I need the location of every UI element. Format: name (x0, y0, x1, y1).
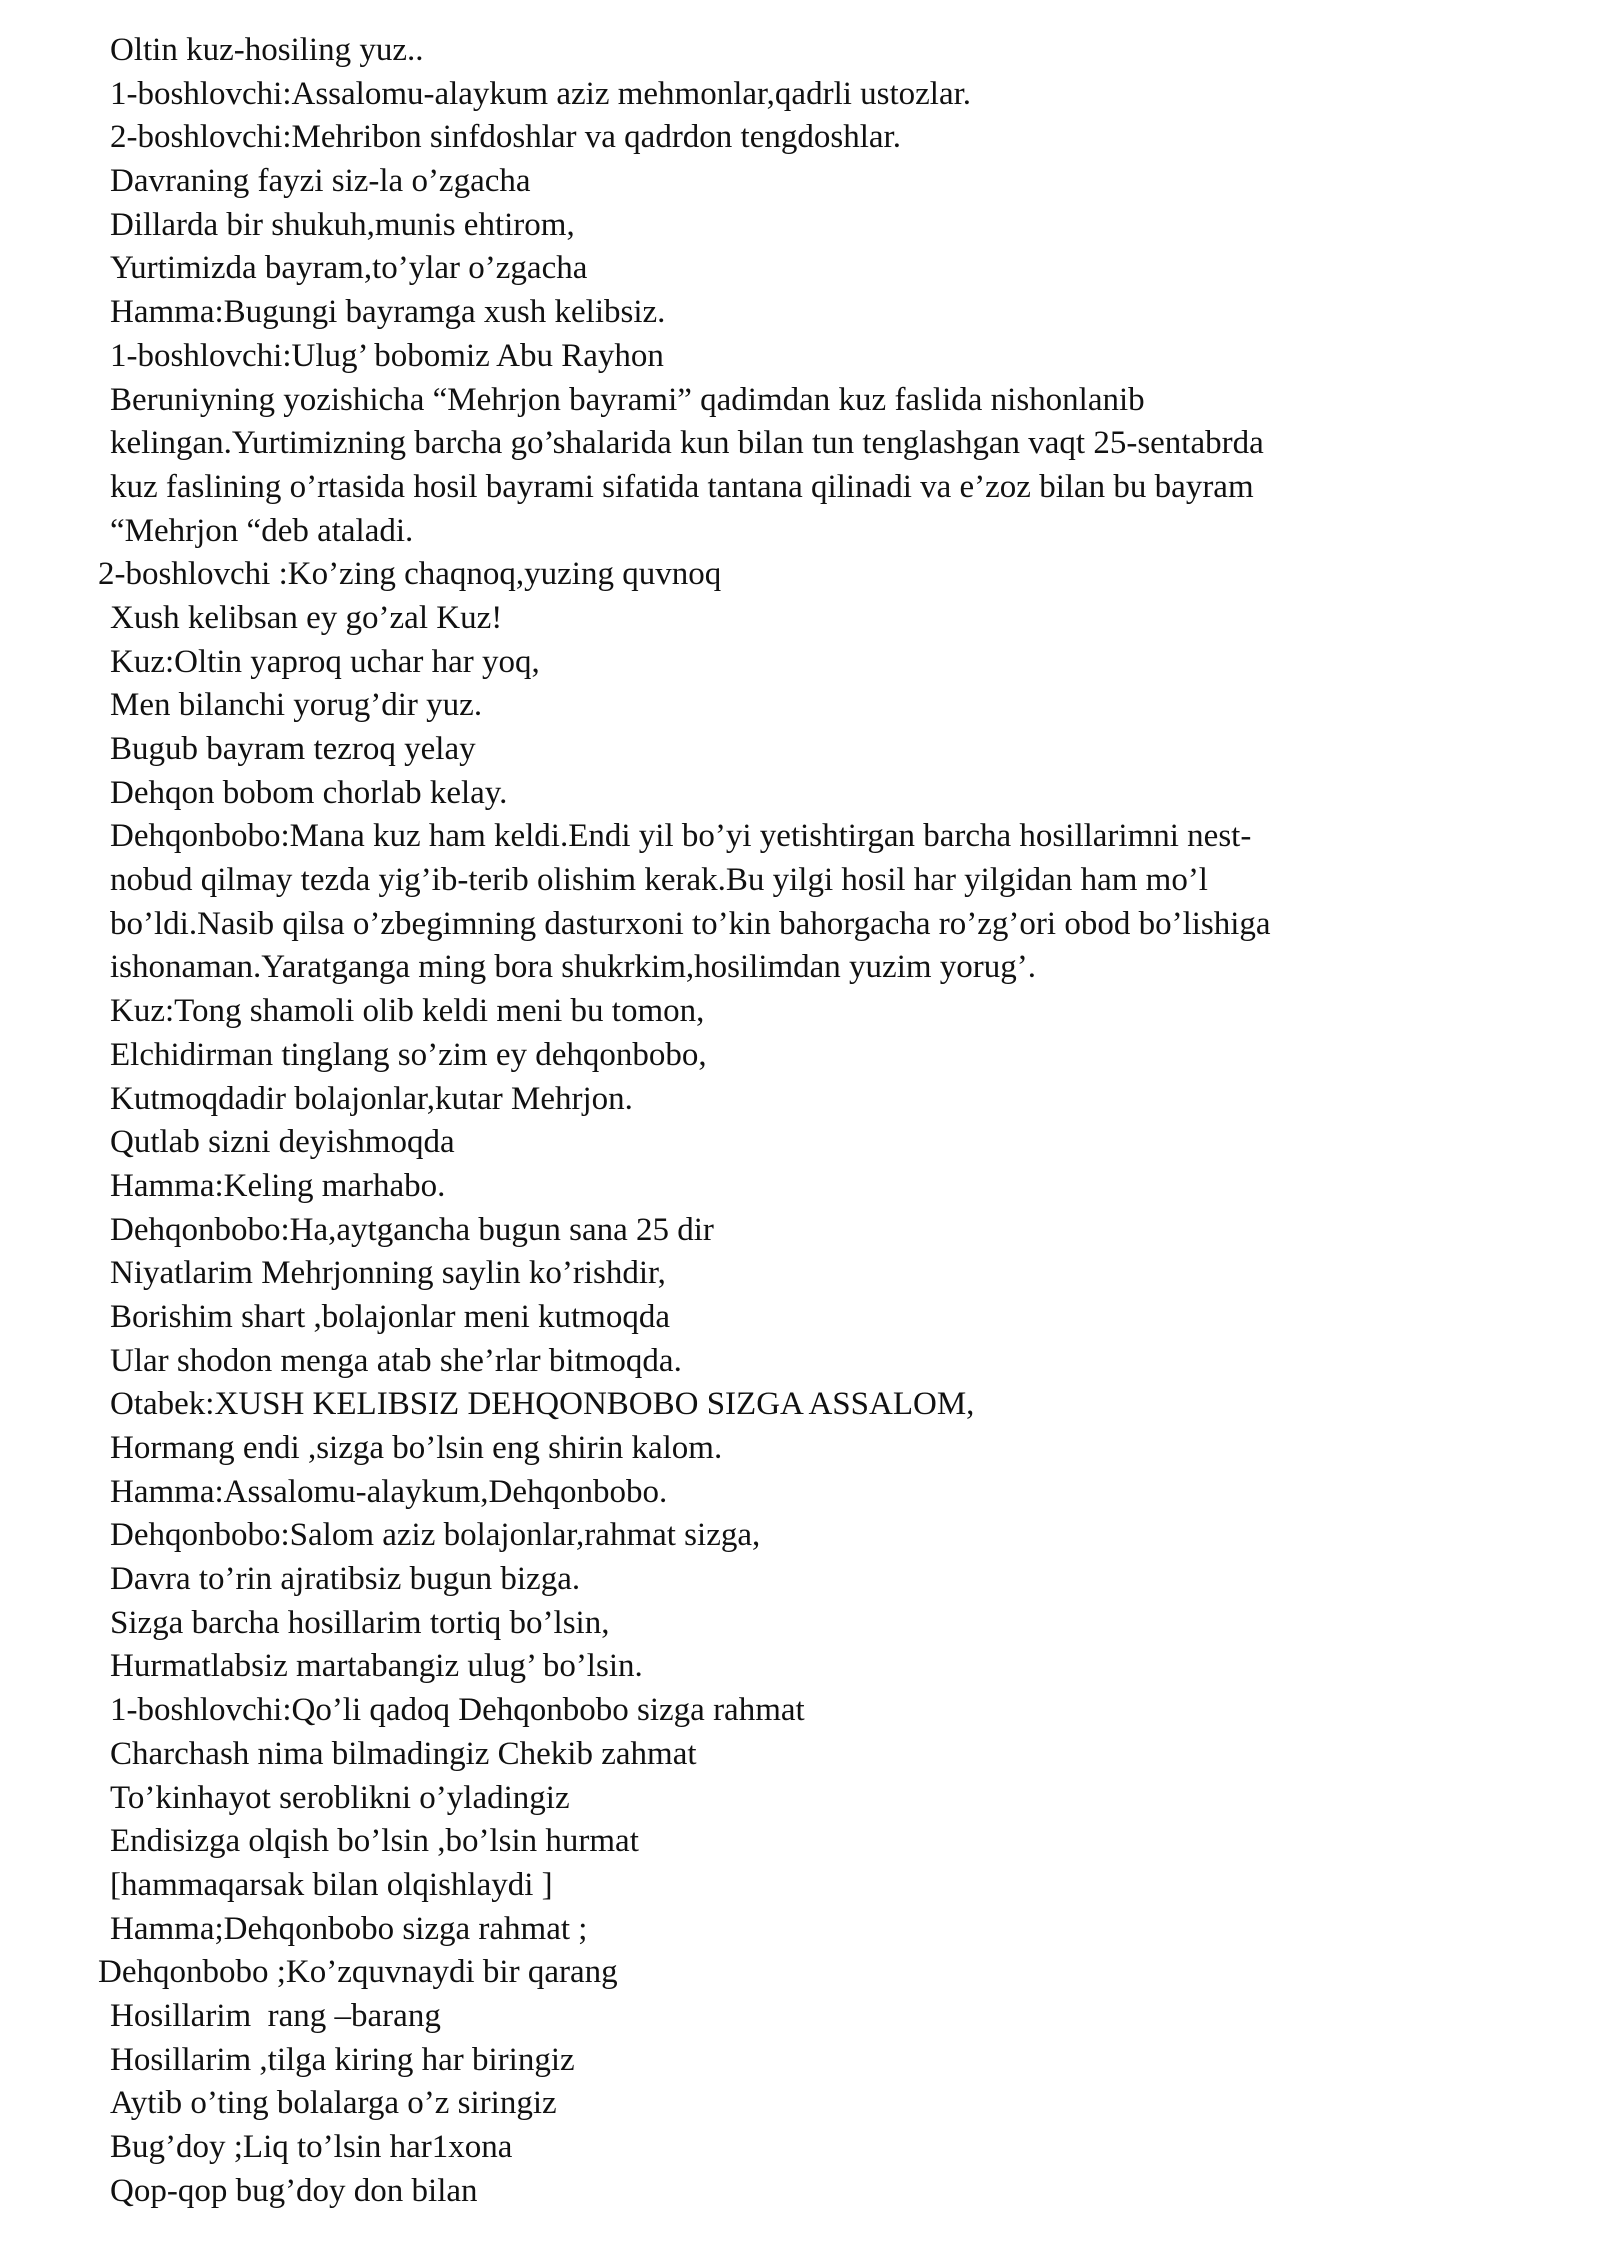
text-line: Sizga barcha hosillarim tortiq bo’lsin, (110, 1604, 610, 1641)
text-line: Kuz:Oltin yaproq uchar har yoq, (110, 643, 540, 680)
text-line: Beruniyning yozishicha “Mehrjon bayrami” qadimdan kuz faslida nishonlanib (110, 381, 1145, 418)
text-line: Niyatlarim Mehrjonning saylin ko’rishdir, (110, 1255, 666, 1292)
text-line: Kuz:Tong shamoli olib keldi meni bu tomon, (110, 993, 705, 1030)
text-line: Dillarda bir shukuh,munis ehtirom, (110, 206, 575, 243)
text-line: Endisizga olqish bo’lsin ,bo’lsin hurmat (110, 1823, 639, 1860)
text-line: Dehqonbobo:Salom aziz bolajonlar,rahmat sizga, (110, 1517, 761, 1554)
text-line: Bug’doy ;Liq to’lsin har1xona (110, 2129, 513, 2165)
text-line: ishonaman.Yaratganga ming bora shukrkim,hosilimdan yuzim yorug’. (110, 949, 1037, 986)
text-line: Davraning fayzi siz-la o’zgacha (110, 163, 531, 200)
text-line: Aytib o’ting bolalarga o’z siringiz (110, 2085, 557, 2122)
text-line: Hurmatlabsiz martabangiz ulug’ bo’lsin. (110, 1648, 643, 1685)
text-line: Xush kelibsan ey go’zal Kuz! (110, 599, 503, 636)
text-line: Kutmoqdadir bolajonlar,kutar Mehrjon. (110, 1080, 633, 1117)
text-line: Dehqon bobom chorlab kelay. (110, 774, 508, 811)
text-line: kuz faslining o’rtasida hosil bayrami sifatida tantana qilinadi va e’zoz bilan bu bayram (110, 468, 1254, 505)
text-line: Qop-qop bug’doy don bilan (110, 2172, 478, 2209)
text-line: Hormang endi ,sizga bo’lsin eng shirin kalom. (110, 1430, 723, 1466)
text-line: Qutlab sizni deyishmoqda (110, 1124, 455, 1161)
text-line: 1-boshlovchi:Ulug’ bobomiz Abu Rayhon (110, 337, 664, 374)
text-line: Hamma;Dehqonbobo sizga rahmat ; (110, 1910, 588, 1947)
text-line: Elchidirman tinglang so’zim ey dehqonbobo, (110, 1036, 707, 1073)
text-line: Charchash nima bilmadingiz Chekib zahmat (110, 1735, 697, 1772)
text-line: Hosillarim ,tilga kiring har biringiz (110, 2041, 575, 2078)
text-line: Hamma:Bugungi bayramga xush kelibsiz. (110, 294, 666, 331)
text-line: Davra to’rin ajratibsiz bugun bizga. (110, 1561, 581, 1598)
text-line: Otabek:XUSH KELIBSIZ DEHQONBOBO SIZGA ASSALOM, (110, 1386, 975, 1423)
text-line: 2-boshlovchi:Mehribon sinfdoshlar va qadrdon tengdoshlar. (110, 119, 901, 156)
text-line: To’kinhayot seroblikni o’yladingiz (110, 1779, 570, 1816)
text-line: bo’ldi.Nasib qilsa o’zbegimning dasturxoni to’kin bahorgacha ro’zg’ori obod bo’lishiga (110, 905, 1271, 942)
text-line: Hamma:Keling marhabo. (110, 1167, 446, 1204)
text-line: kelingan.Yurtimizning barcha go’shalarida kun bilan tun tenglashgan vaqt 25-sentabrda (110, 425, 1264, 462)
text-line: Hamma:Assalomu-alaykum,Dehqonbobo. (110, 1473, 668, 1510)
text-line: Dehqonbobo:Ha,aytgancha bugun sana 25 dir (110, 1211, 714, 1248)
document-body (98, 29, 1530, 2213)
text-line: 1-boshlovchi:Qo’li qadoq Dehqonbobo sizga rahmat (110, 1692, 805, 1729)
text-line: “Mehrjon “deb ataladi. (110, 512, 414, 549)
text-line: 1-boshlovchi:Assalomu-alaykum aziz mehmonlar,qadrli ustozlar. (110, 75, 972, 112)
text-line: Borishim shart ,bolajonlar meni kutmoqda (110, 1298, 671, 1335)
text-line: Hosillarim rang –barang (110, 1997, 441, 2034)
text-line: Men bilanchi yorug’dir yuz. (110, 687, 483, 724)
text-line: Yurtimizda bayram,to’ylar o’zgacha (110, 250, 588, 287)
text-line: nobud qilmay tezda yig’ib-terib olishim kerak.Bu yilgi hosil har yilgidan ham mo’l (110, 862, 1208, 899)
text-line: 2-boshlovchi :Ko’zing chaqnoq,yuzing quvnoq (98, 556, 722, 593)
text-line: Ular shodon menga atab she’rlar bitmoqda. (110, 1342, 682, 1379)
text-line: Bugub bayram tezroq yelay (110, 731, 476, 767)
text-line: [hammaqarsak bilan olqishlaydi ] (110, 1866, 553, 1903)
text-line: Dehqonbobo ;Ko’zquvnaydi bir qarang (98, 1954, 618, 1991)
text-line: Dehqonbobo:Mana kuz ham keldi.Endi yil bo’yi yetishtirgan barcha hosillarimni nest- (110, 818, 1252, 855)
text-line: Oltin kuz-hosiling yuz.. (110, 32, 424, 68)
